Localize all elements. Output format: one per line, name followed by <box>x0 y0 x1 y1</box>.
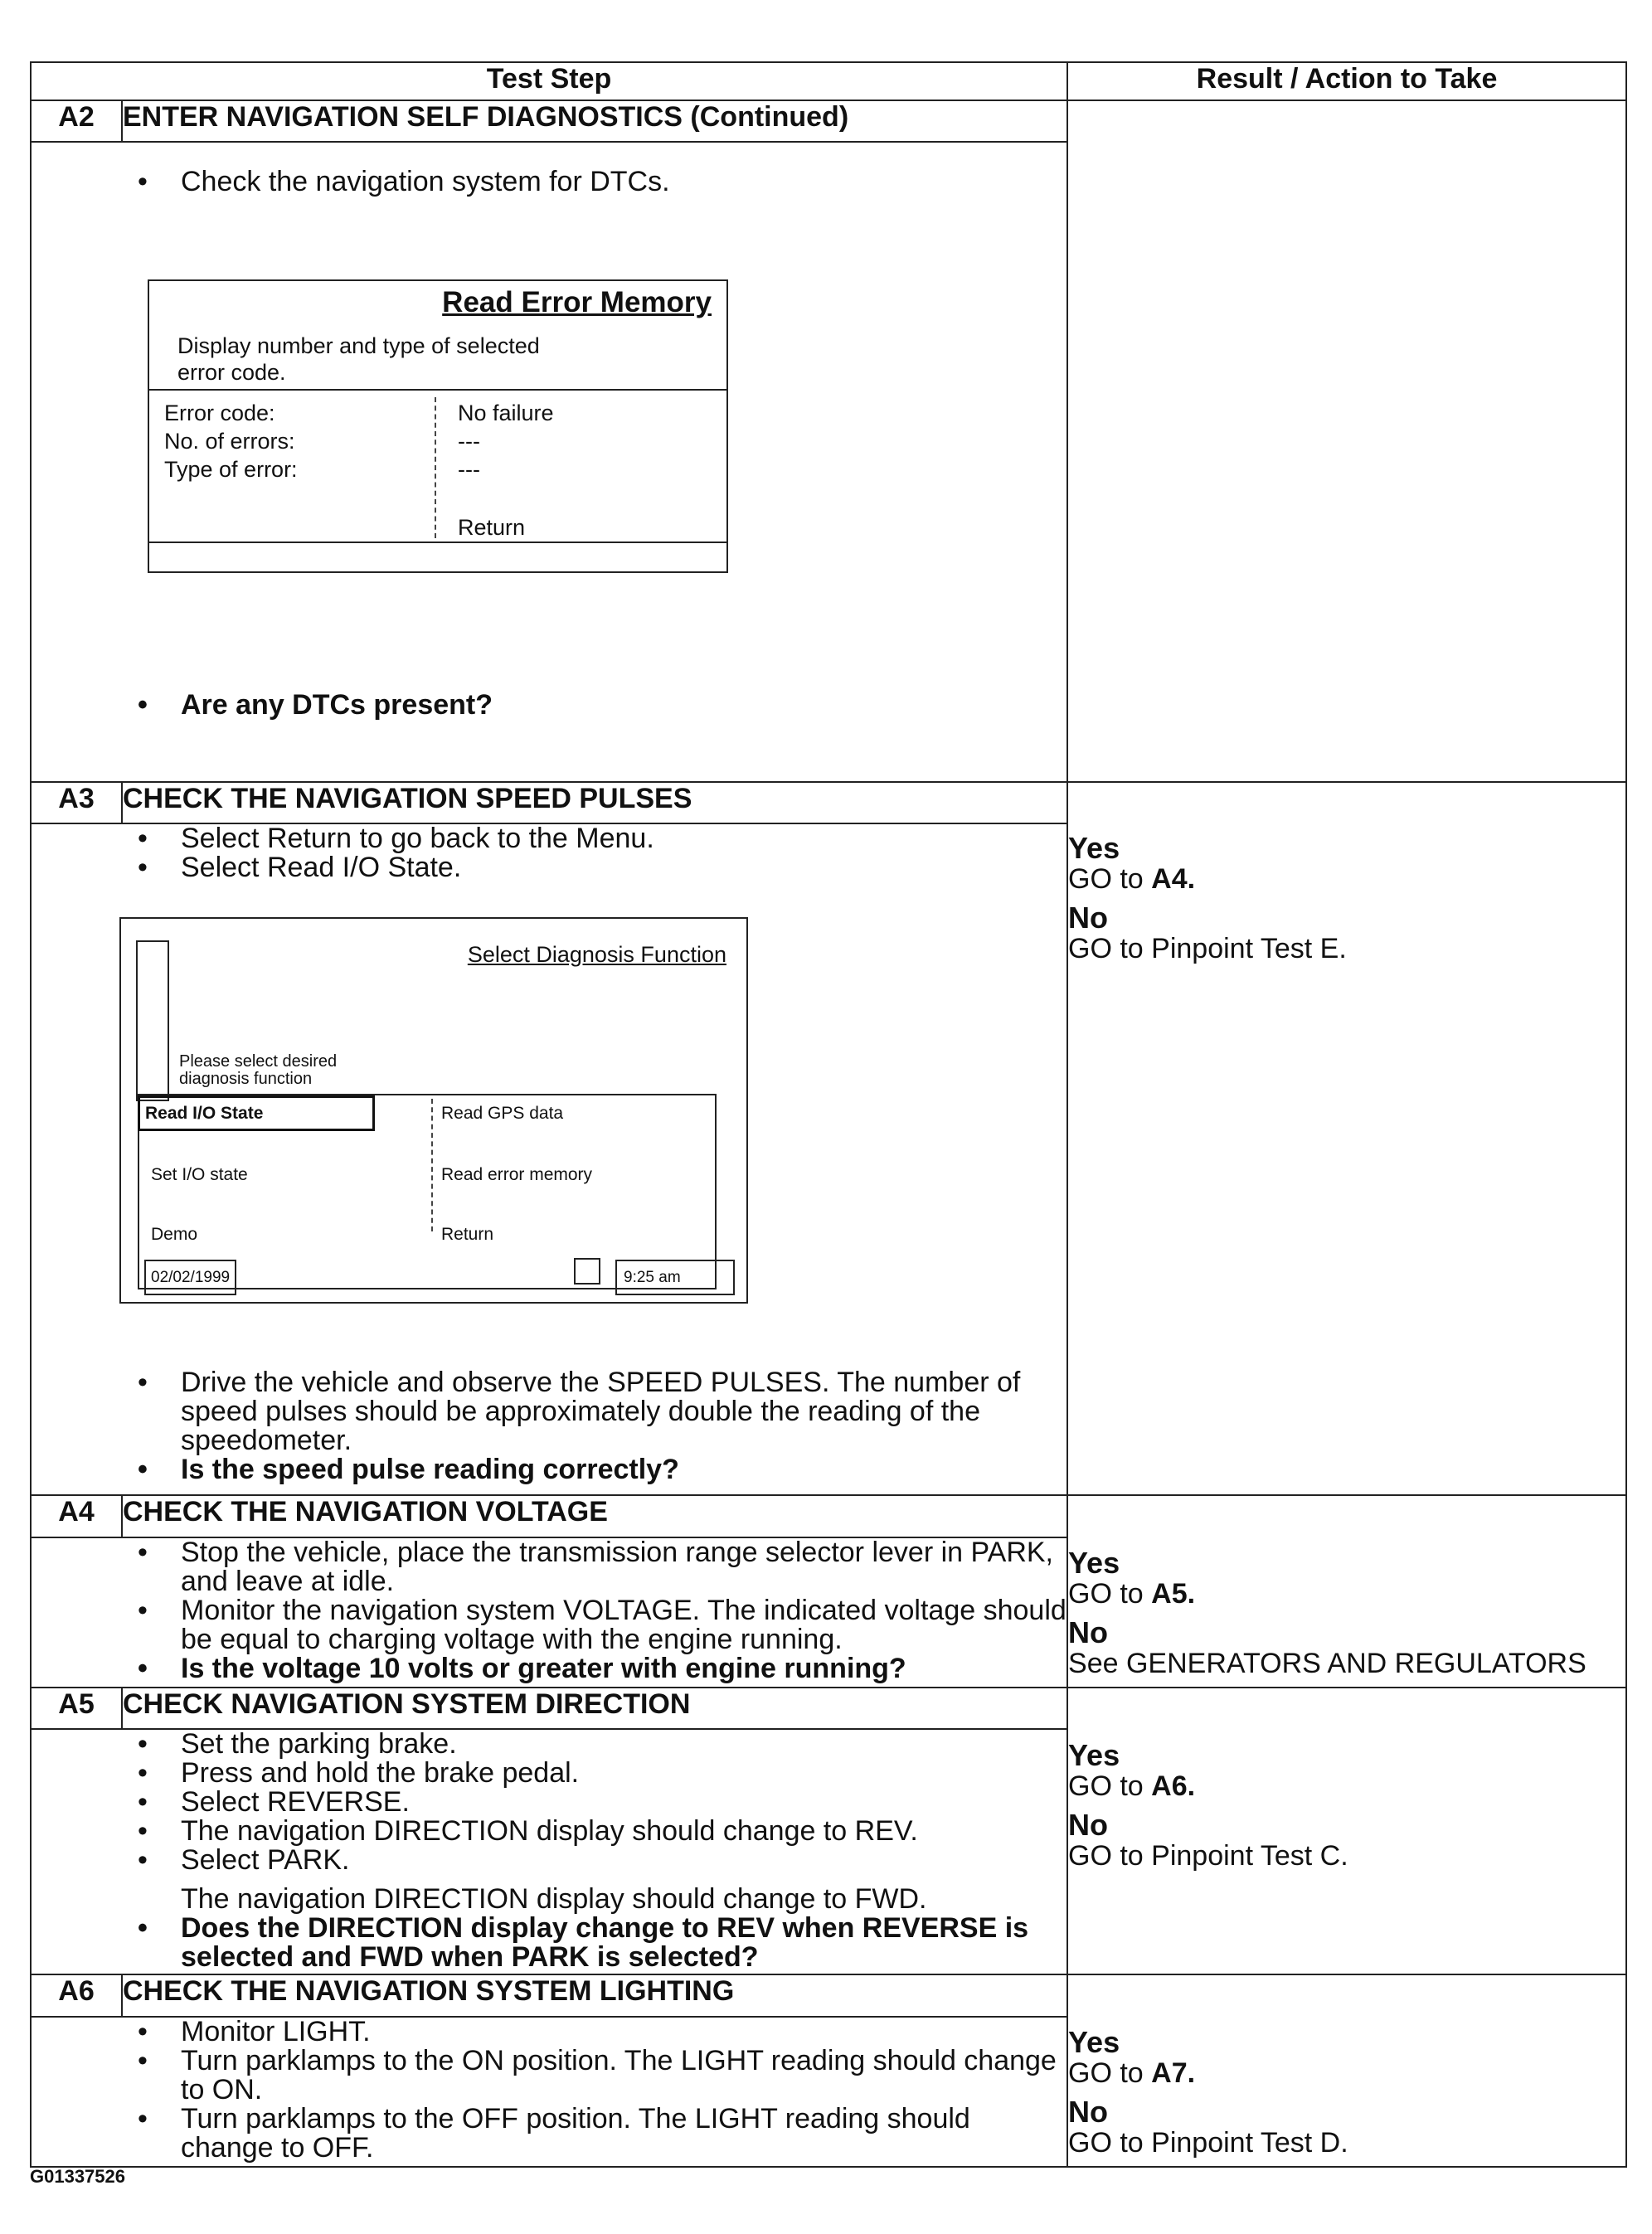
step-question: • Does the DIRECTION display change to REV when REVERSE is selected and FWD when PARK is selected? <box>181 1914 1067 1972</box>
go-to-step: A6. <box>1151 1770 1196 1802</box>
step-id: A4 <box>31 1495 122 1537</box>
step-title-row <box>31 1688 1626 1729</box>
go-to-step: A5. <box>1151 1578 1196 1610</box>
type-of-error-label: Type of error: <box>164 457 298 482</box>
go-to-label: GO to <box>1068 1578 1152 1610</box>
step-question: • Are any DTCs present? <box>181 691 1067 720</box>
step-body <box>31 2017 1067 2167</box>
go-to-label: GO to <box>1068 863 1152 895</box>
no-of-errors-value: --- <box>458 429 480 454</box>
step-bullet: • Select Return to go back to the Menu. <box>181 824 1067 853</box>
table-header-row <box>31 62 1626 100</box>
time-display: 9:25 am <box>615 1260 735 1295</box>
date-display: 02/02/1999 <box>144 1260 236 1295</box>
result-no: No <box>1068 2095 1109 2129</box>
step-title: ENTER NAVIGATION SELF DIAGNOSTICS (Continued) <box>122 100 1067 142</box>
diagnosis-options-panel <box>138 1094 717 1289</box>
error-labels <box>164 399 298 483</box>
read-io-state-option: Read I/O State <box>138 1095 375 1131</box>
error-code-label: Error code: <box>164 401 275 425</box>
go-to-label: GO to <box>1068 2057 1152 2089</box>
error-code-value: No failure <box>458 401 554 425</box>
step-body <box>31 823 1067 1495</box>
step-title-row <box>31 100 1626 142</box>
step-bullet: • Turn parklamps to the OFF position. The LIGHT reading should change to OFF. <box>181 2105 1067 2163</box>
no-of-errors-label: No. of errors: <box>164 429 295 454</box>
divider <box>431 1099 433 1231</box>
step-bullet: • Press and hold the brake pedal. <box>181 1759 1067 1788</box>
step-body <box>31 1729 1067 1974</box>
screen-description: Display number and type of selected error code. <box>177 333 540 385</box>
screen-title: Select Diagnosis Function <box>467 942 726 967</box>
error-values <box>458 399 554 483</box>
step-title: CHECK THE NAVIGATION SYSTEM LIGHTING <box>122 1974 1067 2017</box>
step-bullet: • Select PARK. <box>181 1846 1067 1875</box>
read-error-memory-screen <box>148 279 728 573</box>
test-step-header: Test Step <box>31 62 1067 100</box>
result-yes-action <box>1068 2058 1625 2088</box>
step-text: The navigation DIRECTION display should change to FWD. <box>181 1883 927 1915</box>
result-yes: Yes <box>1068 1546 1120 1580</box>
step-bullet: • Stop the vehicle, place the transmission range selector lever in PARK, and leave at idle. <box>181 1538 1067 1596</box>
step-body <box>31 142 1067 782</box>
result-yes: Yes <box>1068 831 1120 865</box>
step-bullet: • Turn parklamps to the ON position. The LIGHT reading should change to ON. <box>181 2047 1067 2105</box>
result-no: No <box>1068 1808 1109 1842</box>
read-gps-data-option: Read GPS data <box>441 1104 564 1123</box>
step-title-row <box>31 782 1626 823</box>
go-to-step: A7. <box>1151 2057 1196 2089</box>
step-title-row <box>31 1974 1626 2017</box>
step-id: A6 <box>31 1974 122 2017</box>
step-title: CHECK THE NAVIGATION VOLTAGE <box>122 1495 1067 1537</box>
result-yes-action <box>1068 864 1625 894</box>
step-title: CHECK THE NAVIGATION SPEED PULSES <box>122 782 1067 823</box>
go-to-step: A4. <box>1151 863 1196 895</box>
step-question: • Is the speed pulse reading correctly? <box>181 1455 1067 1484</box>
read-error-memory-option: Read error memory <box>441 1165 593 1184</box>
result-cell <box>1067 782 1626 1495</box>
side-panel <box>136 940 169 1101</box>
result-no: No <box>1068 1615 1109 1649</box>
step-id: A2 <box>31 100 122 142</box>
result-no-action: GO to Pinpoint Test D. <box>1068 2127 1348 2159</box>
step-title: CHECK NAVIGATION SYSTEM DIRECTION <box>122 1688 1067 1729</box>
result-yes: Yes <box>1068 1738 1120 1772</box>
step-bullet: • Monitor the navigation system VOLTAGE. The indicated voltage should be equal to charging voltage with the engine running. <box>181 1596 1067 1654</box>
test-step-table-wrapper <box>30 61 1625 2168</box>
result-cell <box>1067 100 1626 782</box>
status-square-icon <box>574 1258 600 1285</box>
return-option: Return <box>441 1225 494 1244</box>
step-title-row <box>31 1495 1626 1537</box>
result-yes-action <box>1068 1771 1625 1801</box>
return-option: Return <box>458 515 526 540</box>
step-question: • Is the voltage 10 volts or greater with engine running? <box>181 1654 1067 1683</box>
result-cell <box>1067 1495 1626 1688</box>
step-bullet: • Check the navigation system for DTCs. <box>181 168 1067 197</box>
result-yes: Yes <box>1068 2025 1120 2059</box>
go-to-label: GO to <box>1068 1770 1152 1802</box>
step-body <box>31 1537 1067 1688</box>
step-id: A5 <box>31 1688 122 1729</box>
demo-option: Demo <box>151 1225 198 1244</box>
set-io-state-option: Set I/O state <box>151 1165 248 1184</box>
result-yes-action <box>1068 1579 1625 1609</box>
result-no-action: See GENERATORS AND REGULATORS <box>1068 1648 1586 1679</box>
divider <box>149 389 726 391</box>
screen-prompt: Please select desired diagnosis function <box>179 1052 338 1088</box>
step-bullet: • The navigation DIRECTION display should change to REV. <box>181 1817 1067 1846</box>
step-bullet: • Monitor LIGHT. <box>181 2018 1067 2047</box>
divider <box>435 397 436 538</box>
result-no-action: GO to Pinpoint Test C. <box>1068 1840 1348 1872</box>
step-bullet: • Select REVERSE. <box>181 1788 1067 1817</box>
step-id: A3 <box>31 782 122 823</box>
screen-title: Read Error Memory <box>442 286 712 318</box>
select-diagnosis-function-screen <box>119 917 748 1304</box>
result-no-action: GO to Pinpoint Test E. <box>1068 933 1347 964</box>
step-bullet: • Select Read I/O State. <box>181 853 1067 882</box>
step-bullet: • Drive the vehicle and observe the SPEED PULSES. The number of speed pulses should be approximately double the reading of the speedometer. <box>181 1368 1067 1455</box>
result-no: No <box>1068 901 1109 935</box>
step-bullet: • Set the parking brake. <box>181 1730 1067 1759</box>
test-step-table <box>30 61 1627 2168</box>
type-of-error-value: --- <box>458 457 480 482</box>
result-cell <box>1067 1688 1626 1974</box>
result-action-header: Result / Action to Take <box>1067 62 1626 100</box>
figure-id: G01337526 <box>30 2166 125 2187</box>
divider <box>149 542 726 543</box>
result-cell <box>1067 1974 1626 2167</box>
